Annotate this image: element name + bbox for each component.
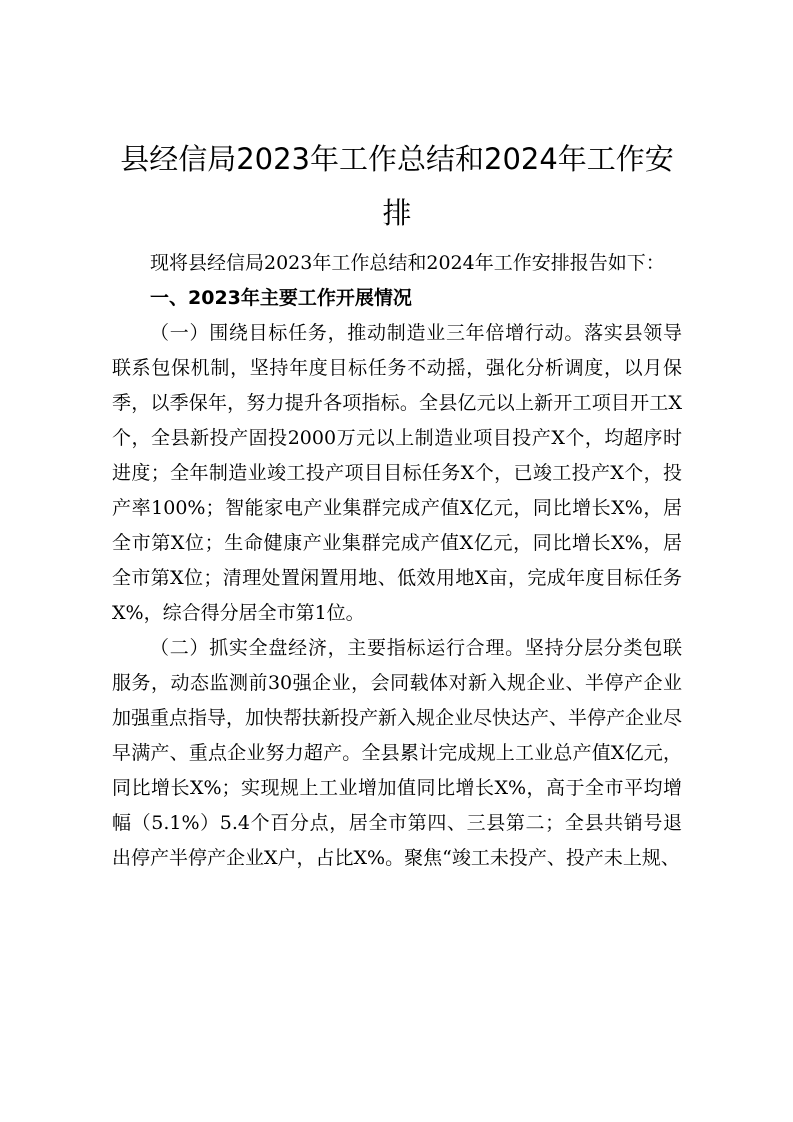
document-title: 县经信局2023年工作总结和2024年工作安排 (120, 142, 674, 230)
paragraph-1-lead: （一）围绕目标任务，推动制造业三年倍增行动。 (150, 322, 585, 344)
paragraph-2-body: 坚持分层分类包联服务，动态监测前30强企业，会同载体对新入规企业、半停产企业加强重点指导，加快帮扶新投产新入规企业尽快达产、半停产企业尽早满产、重点企业努力超产。全县累计完成规上工业总产值X亿元，同比增长X%；实现规上工业增加值同比增长X%，高于全市平均增幅（5.1%）5.4个百分点，居全市第四、三县第二；全县共销号退出停产半停产企业X户，占比X%。聚焦“竣工未投产、投产未上规、 (112, 637, 683, 869)
paragraph-1-body: 落实县领导联系包保机制，坚持年度目标任务不动摇，强化分析调度，以月保季，以季保年，努力提升各项指标。全县亿元以上新开工项目开工X个，全县新投产固投2000万元以上制造业项目投产X个，均超序时进度；全年制造业竣工投产项目目标任务X个，已竣工投产X个，投产率100%；智能家电产业集群完成产值X亿元，同比增长X%，居全市第X位；生命健康产业集群完成产值X亿元，同比增长X%，居全市第X位；清理处置闲置用地、低效用地X亩，完成年度目标任务X%，综合得分居全市第1位。 (112, 322, 682, 624)
section-heading: 一、2023年主要工作开展情况 (150, 287, 412, 309)
document-page (112, 0, 682, 1122)
paragraph-2 (112, 631, 682, 876)
paragraph-1 (112, 316, 682, 631)
paragraph-2-lead: （二）抓实全盘经济，主要指标运行合理。 (150, 637, 525, 659)
document-body (112, 246, 682, 876)
intro-paragraph: 现将县经信局2023年工作总结和2024年工作安排报告如下： (150, 252, 665, 274)
